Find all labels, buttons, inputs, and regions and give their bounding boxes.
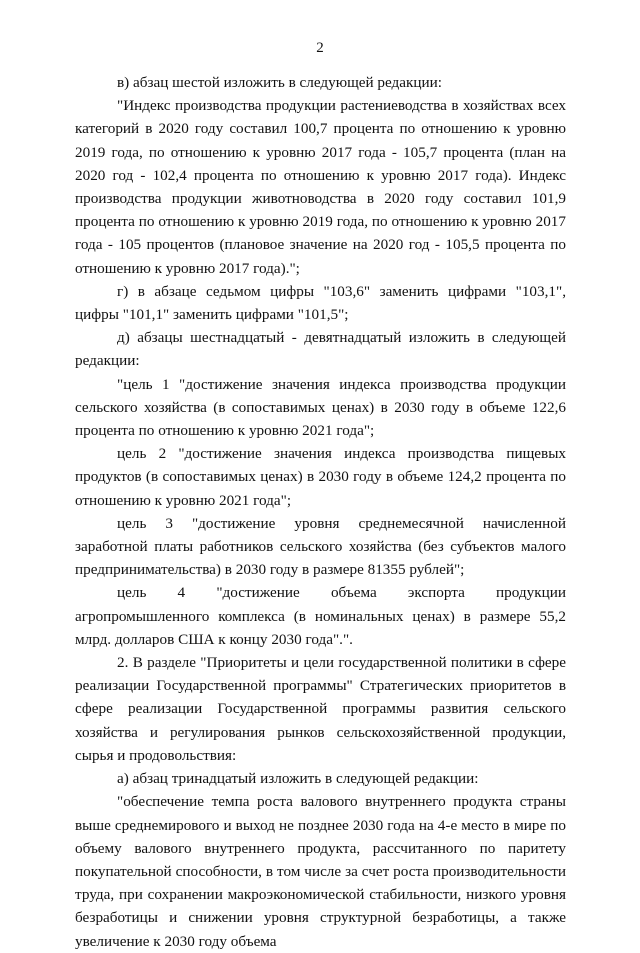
paragraph: цель 4 "достижение объема экспорта продукции агропромышленного комплекса (в номинальных ценах) в размере 55,2 млрд. долларов США к концу 2030 года".". xyxy=(75,584,566,648)
paragraph: "обеспечение темпа роста валового внутреннего продукта страны выше среднемирового и выход не позднее 2030 года на 4-е место в мире по объему валового внутреннего продукта, рассчитанного по паритету покупательной способности, в том числе за счет роста производительности труда, при сохранении макроэкономической стабильности, низкого уровня безработицы и снижении уровня структурной безработицы, а также увеличение к 2030 году объема xyxy=(75,793,566,950)
paragraph: 2. В разделе "Приоритеты и цели государственной политики в сфере реализации Государственной программы" Стратегических приоритетов в сфере реализации Государственной программы развития сельского хозяйства и регулирования рынков сельскохозяйственной продукции, сырья и продовольствия: xyxy=(75,654,566,764)
paragraph: цель 2 "достижение значения индекса производства пищевых продуктов (в сопоставимых ценах) в 2030 году в объеме 124,2 процента по отношению к уровню 2021 года"; xyxy=(75,445,566,509)
paragraph: в) абзац шестой изложить в следующей редакции: xyxy=(117,74,443,91)
paragraph: а) абзац тринадцатый изложить в следующей редакции: xyxy=(117,770,479,788)
paragraph: г) в абзаце седьмом цифры "103,6" заменить цифрами "103,1", цифры "101,1" заменить цифрами "101,5"; xyxy=(75,282,566,324)
document-body xyxy=(75,71,566,953)
page-number: 2 xyxy=(316,40,324,56)
paragraph: "цель 1 "достижение значения индекса производства продукции сельского хозяйства (в сопоставимых ценах) в 2030 году в объеме 122,6 процента по отношению к уровню 2021 года"; xyxy=(75,375,566,440)
paragraph: "Индекс производства продукции растениеводства в хозяйствах всех категорий в 2020 году составил 100,7 процента по отношению к уровню 2019 года, по отношению к уровню 2017 года - 105,7 процента (план на 2020 год - 102,4 процента по отношению к уровню 2017 года). Индекс производства продукции животноводства в 2020 году составил 101,9 процента по отношению к уровню 2019 года, по отношению к уровню 2017 года - 105 процентов (плановое значение на 2020 год - 105,5 процента по отношению к уровню 2017 года)."; xyxy=(75,97,566,277)
paragraph: цель 3 "достижение уровня среднемесячной начисленной заработной платы работников сельского хозяйства (без субъектов малого предпринимательства) в 2030 году в размере 81355 рублей"; xyxy=(75,514,566,579)
paragraph: д) абзацы шестнадцатый - девятнадцатый изложить в следующей редакции: xyxy=(75,329,566,370)
